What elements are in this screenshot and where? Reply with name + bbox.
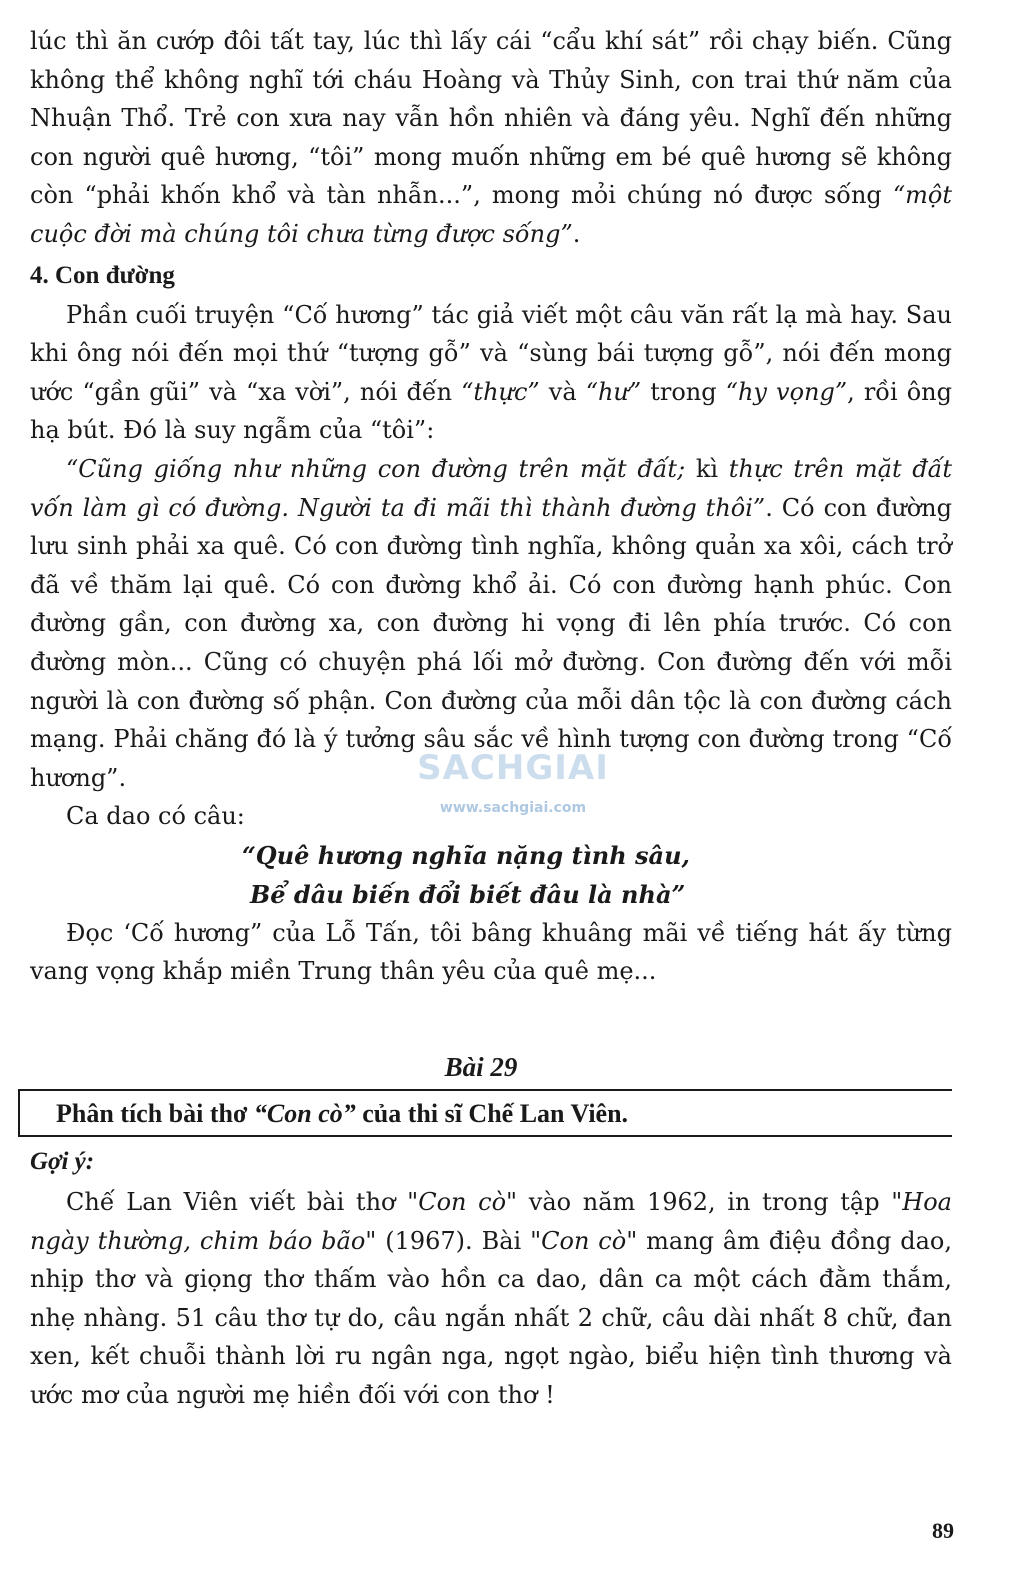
page-content bbox=[30, 22, 952, 1415]
watermark-logo: SACHGIAI bbox=[417, 748, 609, 788]
verse-line-1: “Quê hương nghĩa nặng tình sâu, bbox=[242, 840, 690, 870]
lesson-title: Bài 29 bbox=[444, 1052, 518, 1083]
quote-inline: “một cuộc đời mà chúng tôi chưa từng được sống” bbox=[30, 181, 952, 248]
verse-line-2: Bể dâu biến đổi biết đâu là nhà” bbox=[250, 879, 686, 909]
section-heading-con-duong: 4. Con đường bbox=[30, 261, 175, 289]
paragraph-con-duong-quote: “Cũng giống như những con đường trên mặt đất; kì thực trên mặt đất vốn làm gì có đường. Người ta đi mãi thì thành đường thôi”. Có con đường lưu sinh phải xa quê. Có con đường tình nghĩa, không quản xa xôi, cách trở đã về thăm lại quê. Có con đường khổ ải. Có con đường hạnh phúc. Con đường gần, con đường xa, con đường hi vọng đi lên phía trước. Có con đường mòn... Cũng có chuyện phá lối mở đường. Con đường đến với mỗi người là con đường số phận. Con đường của mỗi dân tộc là con đường cách mạng. Phải chăng đó là ý tưởng sâu sắc về hình tượng con đường trong “Cố hương”. bbox=[30, 454, 952, 792]
page-number: 89 bbox=[932, 1518, 954, 1543]
paragraph-hint: Chế Lan Viên viết bài thơ "Con cò" vào năm 1962, in trong tập "Hoa ngày thường, chim báo bão" (1967). Bài "Con cò" mang âm điệu đồng dao, nhịp thơ và giọng thơ thấm vào hồn ca dao, dân ca một cách đằm thắm, nhẹ nhàng. 51 câu thơ tự do, câu ngắn nhất 2 chữ, câu dài nhất 8 chữ, đan xen, kết chuỗi thành lời ru ngân nga, ngọt ngào, biểu hiện tình thương và ước mơ của người mẹ hiền đối với con thơ ! bbox=[30, 1188, 952, 1410]
paragraph-ca-dao: Ca dao có câu: bbox=[66, 802, 245, 831]
paragraph-section3-end: lúc thì ăn cướp đôi tất tay, lúc thì lấy cái “cẩu khí sát” rồi chạy biến. Cũng không thể không nghĩ tới cháu Hoàng và Thủy Sinh, con trai thứ năm của Nhuận Thổ. Trẻ con xưa nay vẫn hồn nhiên và đáng yêu. Nghĩ đến những con người quê hương, “tôi” mong muốn những em bé quê hương sẽ không còn “phải khốn khổ và tàn nhẫn...”, mong mỏi chúng nó được sống “một cuộc đời mà chúng tôi chưa từng được sống”. bbox=[30, 27, 952, 248]
exercise-prompt-box: Phân tích bài thơ “Con cò” của thi sĩ Chế Lan Viên. bbox=[18, 1089, 952, 1137]
watermark-url: www.sachgiai.com bbox=[439, 800, 587, 816]
paragraph-con-duong-intro: Phần cuối truyện “Cố hương” tác giả viết một câu văn rất lạ mà hay. Sau khi ông nói đến mọi thứ “tượng gỗ” và “sùng bái tượng gỗ”, nói đến mong ước “gần gũi” và “xa vời”, nói đến “thực” và “hư” trong “hy vọng”, rồi ông hạ bút. Đó là suy ngẫm của “tôi”: bbox=[30, 300, 952, 445]
paragraph-co-huong-reflection: Đọc ‘Cố hương” của Lỗ Tấn, tôi bâng khuâng mãi về tiếng hát ấy từng vang vọng khắp miền Trung thân yêu của quê mẹ... bbox=[30, 918, 952, 986]
hint-label: Gợi ý: bbox=[30, 1148, 95, 1176]
